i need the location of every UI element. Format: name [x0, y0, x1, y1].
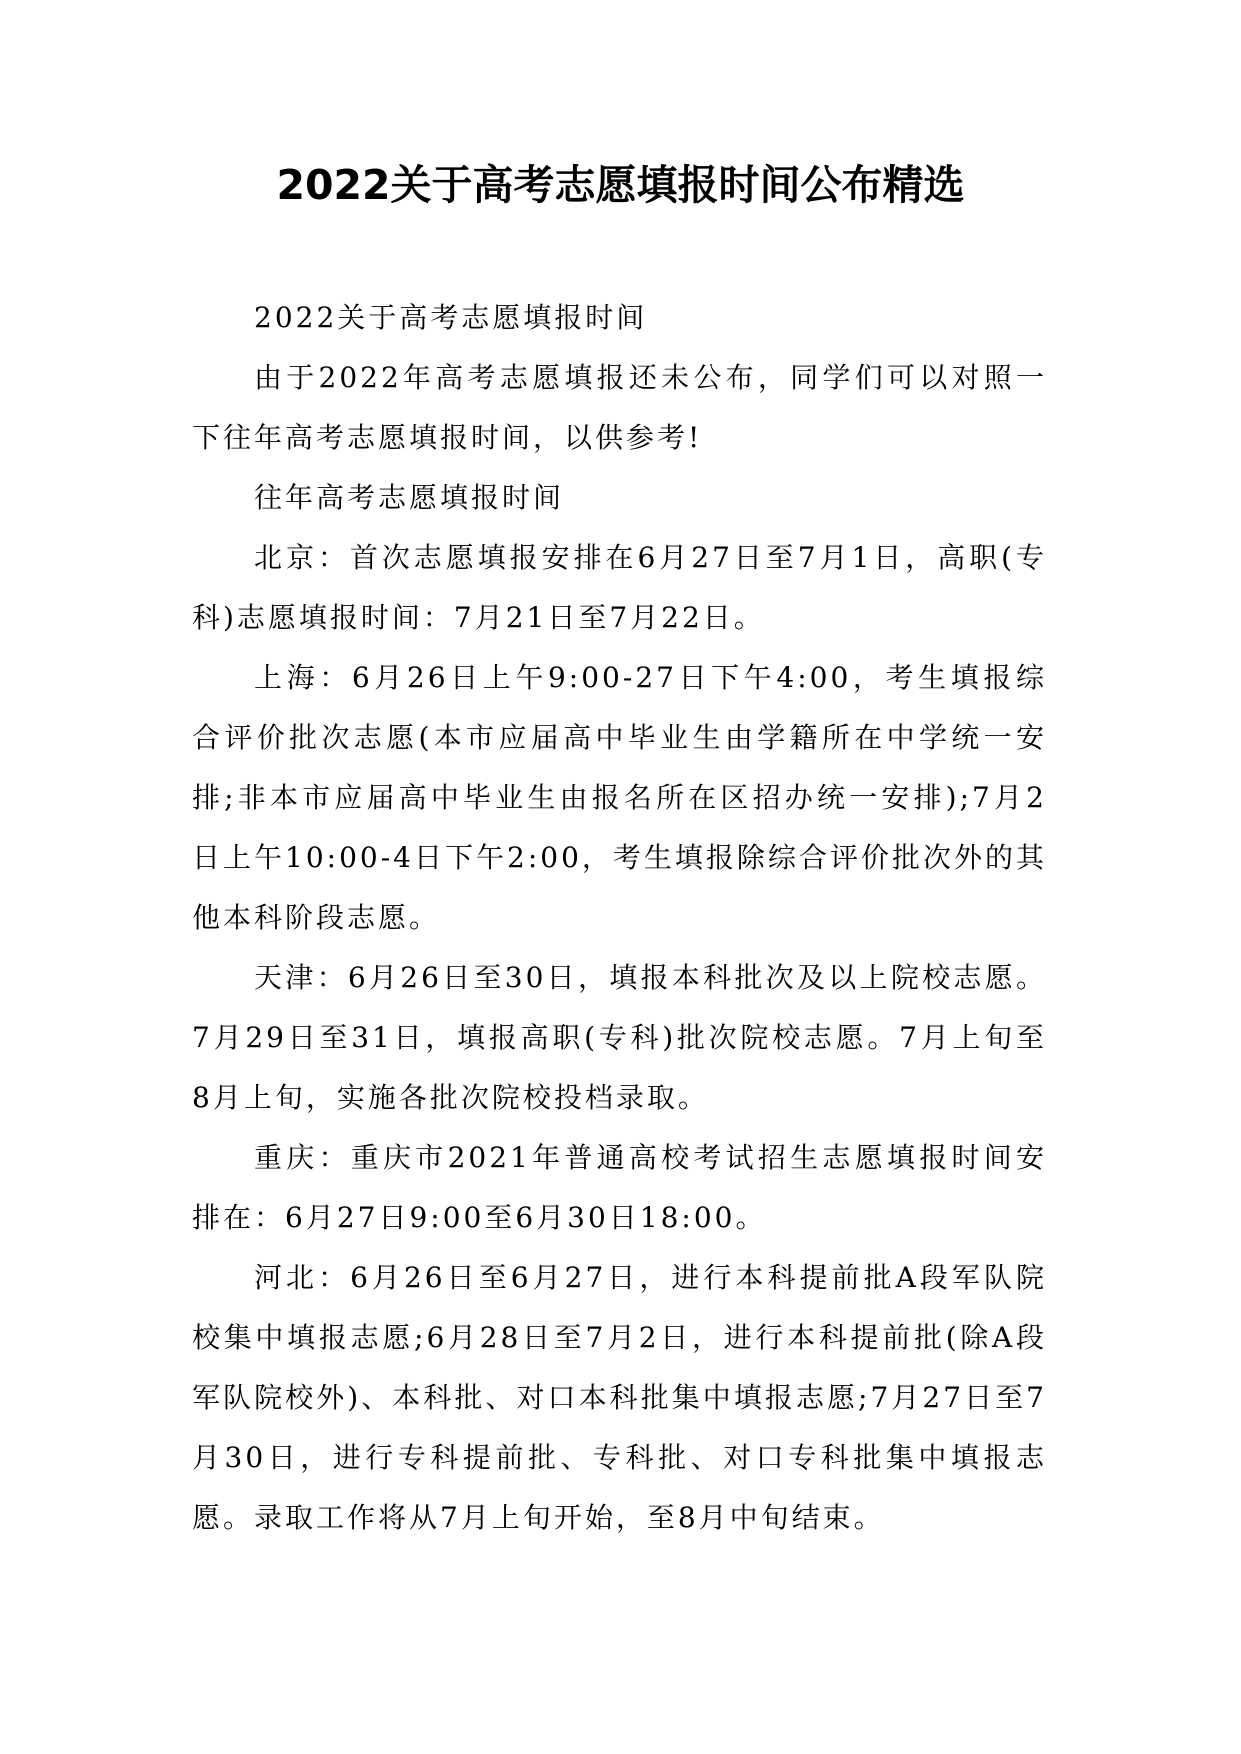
paragraph-chongqing: 重庆：重庆市2021年普通高校考试招生志愿填报时间安排在：6月27日9:00至6月30日18:00。 — [192, 1141, 1047, 1234]
paragraph-hebei: 河北：6月26日至6月27日，进行本科提前批A段军队院校集中填报志愿;6月28日至7月2日，进行本科提前批(除A段军队院校外)、本科批、对口本科批集中填报志愿;7月27日至7月30日，进行专科提前批、专科批、对口专科批集中填报志愿。录取工作将从7月上旬开始，至8月中旬结束。 — [192, 1261, 1047, 1534]
paragraph-shanghai: 上海：6月26日上午9:00-27日下午4:00，考生填报综合评价批次志愿(本市应届高中毕业生由学籍所在中学统一安排;非本市应届高中毕业生由报名所在区招办统一安排);7月2日上午10:00-4日下午2:00，考生填报除综合评价批次外的其他本科阶段志愿。 — [192, 661, 1047, 934]
document-title: 2022关于高考志愿填报时间公布精选 — [276, 161, 965, 209]
paragraph-intro: 由于2022年高考志愿填报还未公布，同学们可以对照一下往年高考志愿填报时间，以供参考! — [192, 361, 1047, 454]
document-body — [192, 288, 1047, 1548]
paragraph-beijing: 北京：首次志愿填报安排在6月27日至7月1日，高职(专科)志愿填报时间：7月21日至7月22日。 — [192, 541, 1047, 634]
paragraph-section-heading: 往年高考志愿填报时间 — [254, 481, 565, 514]
paragraph-subtitle: 2022关于高考志愿填报时间 — [254, 301, 648, 334]
paragraph-tianjin: 天津：6月26日至30日，填报本科批次及以上院校志愿。7月29日至31日，填报高职(专科)批次院校志愿。7月上旬至8月上旬，实施各批次院校投档录取。 — [192, 961, 1047, 1114]
